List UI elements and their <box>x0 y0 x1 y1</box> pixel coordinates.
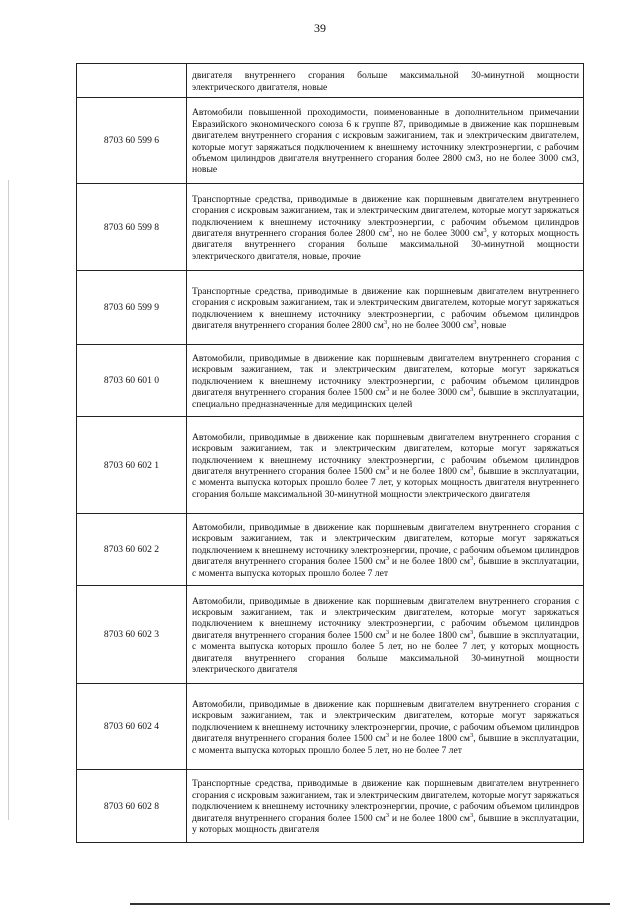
goods-description: Автомобили, приводимые в движение как поршневым двигателем внутреннего сгорания с искровым зажиганием, так и электрическим двигателем, которые могут заряжаться подключением к внешнему источнику электроэнергии, прочие, с рабочим объемом цилиндров двигателя внутреннего сгорания более 1500 $см^3$ и не более 1800 $см^3$, бывшие в эксплуатации, с момента выпуска которых прошло более 5 лет, но не более 7 лет <box>187 684 584 770</box>
table-row <box>77 271 584 345</box>
tnved-code: 8703 60 599 8 <box>77 184 187 271</box>
tnved-code: 8703 60 602 2 <box>77 514 187 586</box>
goods-description: Автомобили, приводимые в движение как поршневым двигателем внутреннего сгорания с искровым зажиганием, так и электрическим двигателем, которые могут заряжаться подключением к внешнему источнику электроэнергии, прочие, с рабочим объемом цилиндров двигателя внутреннего сгорания более 1500 $см^3$ и не более 1800 $см^3$, бывшие в эксплуатации, с момента выпуска которых прошло более 7 лет <box>187 514 584 586</box>
tnved-code: 8703 60 599 9 <box>77 271 187 345</box>
table-row <box>77 586 584 684</box>
tnved-code: 8703 60 602 3 <box>77 586 187 684</box>
table-row <box>77 98 584 184</box>
goods-description: Автомобили повышенной проходимости, поименованные в дополнительном примечании Евразийского экономического союза 6 к группе 87, приводимые в движение как поршневым двигателем внутреннего сгорания с искровым зажиганием, так и электрическим двигателем, которые могут заряжаться подключением к внешнему источнику электроэнергии, с рабочим объемом цилиндров двигателя внутреннего сгорания более 2800 см3, но не более 3000 см3, новые <box>187 98 584 184</box>
table-row <box>77 684 584 770</box>
goods-description: Транспортные средства, приводимые в движение как поршневым двигателем внутреннего сгорания с искровым зажиганием, так и электрическим двигателем, которые могут заряжаться подключением к внешнему источнику электроэнергии, с рабочим объемом цилиндров двигателя внутреннего сгорания более 2800 $см^3$, но не более 3000 $см^3$, новые <box>187 271 584 345</box>
tariff-table-body <box>77 64 584 843</box>
goods-description: Транспортные средства, приводимые в движение как поршневым двигателем внутреннего сгорания с искровым зажиганием, так и электрическим двигателем, которые могут заряжаться подключением к внешнему источнику электроэнергии, прочие, с рабочим объемом цилиндров двигателя внутреннего сгорания более 1500 $см^3$ и не более 1800 $см^3$, бывшие в эксплуатации, у которых мощность двигателя <box>187 770 584 843</box>
page-number: 39 <box>314 21 326 35</box>
goods-description: Автомобили, приводимые в движение как поршневым двигателем внутреннего сгорания с искровым зажиганием, так и электрическим двигателем, которые могут заряжаться подключением к внешнему источнику электроэнергии, с рабочим объемом цилиндров двигателя внутреннего сгорания более 1500 $см^3$ и не более 3000 $см^3$, бывшие в эксплуатации, специально предназначенные для медицинских целей <box>187 345 584 417</box>
table-row <box>77 64 584 98</box>
tariff-table <box>76 63 584 843</box>
tnved-code: 8703 60 602 1 <box>77 417 187 514</box>
goods-description: Автомобили, приводимые в движение как поршневым двигателем внутреннего сгорания с искровым зажиганием, так и электрическим двигателем, которые могут заряжаться подключением к внешнему источнику электроэнергии, с рабочим объемом цилиндров двигателя внутреннего сгорания более 1500 $см^3$ и не более 1800 $см^3$, бывшие в эксплуатации, с момента выпуска которых прошло более 5 лет, но не более 7 лет, у которых мощность двигателя внутреннего сгорания больше максимальной 30-минутной мощности электрического двигателя <box>187 586 584 684</box>
table-row <box>77 417 584 514</box>
tnved-code: 8703 60 599 6 <box>77 98 187 184</box>
goods-description: Транспортные средства, приводимые в движение как поршневым двигателем внутреннего сгорания с искровым зажиганием, так и электрическим двигателем, которые могут заряжаться подключением к внешнему источнику электроэнергии, с рабочим объемом цилиндров двигателя внутреннего сгорания более 2800 $см^3$, но не более 3000 $см^3$, у которых мощность двигателя внутреннего сгорания больше максимальной 30-минутной мощности электрического двигателя, новые, прочие <box>187 184 584 271</box>
goods-description: Автомобили, приводимые в движение как поршневым двигателем внутреннего сгорания с искровым зажиганием, так и электрическим двигателем, которые могут заряжаться подключением к внешнему источнику электроэнергии, с рабочим объемом цилиндров двигателя внутреннего сгорания более 1500 $см^3$ и не более 1800 $см^3$, бывшие в эксплуатации, с момента выпуска которых прошло более 7 лет, у которых мощность двигателя внутреннего сгорания больше максимальной 30-минутной мощности электрического двигателя <box>187 417 584 514</box>
tnved-code: 8703 60 601 0 <box>77 345 187 417</box>
tnved-code: 8703 60 602 8 <box>77 770 187 843</box>
table-row <box>77 514 584 586</box>
scan-edge-mark <box>8 180 9 820</box>
table-row <box>77 345 584 417</box>
table-row <box>77 770 584 843</box>
tnved-code <box>77 64 187 98</box>
tnved-code: 8703 60 602 4 <box>77 684 187 770</box>
goods-description: двигателя внутреннего сгорания больше максимальной 30-минутной мощности электрического двигателя, новые <box>187 64 584 98</box>
table-row <box>77 184 584 271</box>
